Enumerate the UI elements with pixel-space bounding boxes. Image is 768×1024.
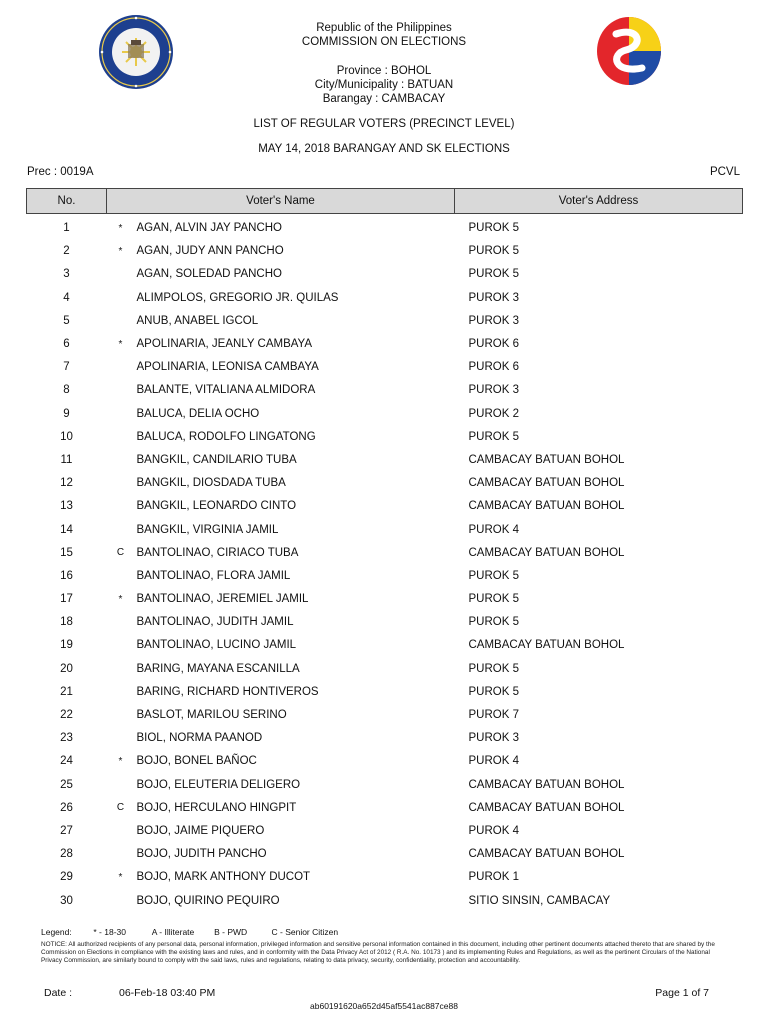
voter-marker [107,286,135,309]
voter-address: CAMBACAY BATUAN BOHOL [468,546,625,559]
voter-number: 10 [60,430,73,443]
voter-number: 21 [60,685,73,698]
voter-name: AGAN, ALVIN JAY PANCHO [136,222,282,235]
table-row [27,773,743,796]
table-row [27,448,743,471]
voter-marker [107,518,135,541]
voter-marker [107,727,135,750]
legend-item-age: * - 18-30 [93,927,126,937]
privacy-notice: NOTICE: All authorized recipients of any personal data, personal information, privileged information and sensitive personal information contained in this document, including other pertinent documents attached thereto that are shared by the Commission on Elections in compliance with the existing laws and rules, and in conformity with the Data Privacy Act of 2012 ( R.A. No. 10173 ) and its implementing Rules and Regulations, as well as the pertinent Circulars of the National Privacy Commission, are similarly bound to comply with the said laws, rules and regulations, relating to data privacy, security, confidentiality, protection and accountability. [41,941,715,965]
table-row [27,611,743,634]
table-row [27,819,743,842]
voter-number: 18 [60,616,73,629]
voter-number: 6 [63,338,70,351]
voter-address: PUROK 4 [468,523,519,536]
header-province: Province : BOHOL [336,65,432,77]
table-row [27,843,743,866]
voter-marker: * [118,338,123,350]
voter-address: PUROK 2 [468,407,519,420]
voter-marker [107,309,135,332]
voter-address: PUROK 7 [468,709,519,722]
voter-number: 4 [63,291,70,304]
voter-number: 28 [60,848,73,861]
voter-name: BARING, MAYANA ESCANILLA [136,662,300,675]
table-row [27,332,743,355]
header-barangay: Barangay : CAMBACAY [322,93,446,105]
header-republic: Republic of the Philippines [316,22,452,34]
table-row [27,240,743,263]
voter-address: PUROK 3 [468,732,519,745]
legend-item-senior: C - Senior Citizen [271,927,339,937]
table-row [27,588,743,611]
voter-number: 23 [60,732,73,745]
voter-marker [107,425,135,448]
voter-marker: C [116,802,125,814]
list-title: LIST OF REGULAR VOTERS (PRECINCT LEVEL) [253,118,515,130]
voter-name: ALIMPOLOS, GREGORIO JR. QUILAS [136,291,339,304]
table-row [27,379,743,402]
table-row [27,263,743,286]
voter-name: ANUB, ANABEL IGCOL [136,314,259,327]
table-row [27,495,743,518]
voter-name: BOJO, JUDITH PANCHO [136,848,267,861]
voter-number: 12 [60,477,73,490]
table-row [27,425,743,448]
voter-name: BOJO, MARK ANTHONY DUCOT [136,871,311,884]
table-row [27,564,743,587]
table-row [27,889,743,912]
voter-address: PUROK 4 [468,824,519,837]
header-block-agency [0,21,768,49]
voter-number: 5 [63,314,70,327]
voter-name: BALUCA, DELIA OCHO [136,407,260,420]
table-row [27,657,743,680]
voter-number: 9 [63,407,70,420]
voter-address: PUROK 5 [468,222,519,235]
voter-name: BANTOLINAO, JUDITH JAMIL [136,616,294,629]
voter-address: PUROK 3 [468,314,519,327]
column-header-address: Voter's Address [455,189,743,214]
voter-name: BOJO, JAIME PIQUERO [136,824,265,837]
voter-address: PUROK 5 [468,685,519,698]
table-row [27,309,743,332]
voter-number: 14 [60,523,73,536]
voter-number: 24 [60,755,73,768]
voter-number: 16 [60,569,73,582]
voter-marker [107,356,135,379]
table-row [27,472,743,495]
voter-address: PUROK 5 [468,245,519,258]
voter-name: BASLOT, MARILOU SERINO [136,709,287,722]
voter-name: BANTOLINAO, JEREMIEL JAMIL [136,593,309,606]
voter-name: BANGKIL, LEONARDO CINTO [136,500,297,513]
voter-number: 19 [60,639,73,652]
voter-marker [107,680,135,703]
table-row [27,217,743,240]
voter-address: PUROK 5 [468,593,519,606]
voter-address: CAMBACAY BATUAN BOHOL [468,477,625,490]
voter-address: PUROK 5 [468,662,519,675]
voter-address: CAMBACAY BATUAN BOHOL [468,500,625,513]
voter-marker [107,657,135,680]
table-row [27,634,743,657]
column-header-name: Voter's Name [107,189,455,214]
document-hash: ab60191620a652d45af5541ac887ce88 [310,1001,458,1011]
voter-marker [107,843,135,866]
voter-marker [107,379,135,402]
voter-name: AGAN, SOLEDAD PANCHO [136,268,282,281]
voter-name: BOJO, QUIRINO PEQUIRO [136,894,280,907]
voter-name: BANTOLINAO, CIRIACO TUBA [136,546,299,559]
table-row [27,402,743,425]
voter-address: PUROK 3 [468,291,519,304]
header-comelec: COMMISSION ON ELECTIONS [301,36,467,48]
table-row [27,518,743,541]
table-row [27,680,743,703]
voter-marker [107,564,135,587]
voter-number: 13 [60,500,73,513]
voter-address: PUROK 6 [468,361,519,374]
voter-address: PUROK 5 [468,430,519,443]
voter-address: CAMBACAY BATUAN BOHOL [468,801,625,814]
voter-marker: C [116,547,125,559]
voter-marker: * [118,222,123,234]
voter-name: AGAN, JUDY ANN PANCHO [136,245,284,258]
voter-marker [107,889,135,912]
voter-number: 11 [60,453,73,466]
voter-address: PUROK 4 [468,755,519,768]
voters-table-body [27,214,743,913]
voter-address: CAMBACAY BATUAN BOHOL [468,778,625,791]
voter-address: PUROK 1 [468,871,519,884]
voter-number: 30 [60,894,73,907]
voter-name: BANTOLINAO, FLORA JAMIL [136,569,291,582]
header-block-location [0,64,768,106]
column-header-no: No. [27,189,107,214]
voter-name: BOJO, ELEUTERIA DELIGERO [136,778,301,791]
voter-address: CAMBACAY BATUAN BOHOL [468,639,625,652]
voter-name: BANGKIL, VIRGINIA JAMIL [136,523,279,536]
voter-name: APOLINARIA, JEANLY CAMBAYA [136,338,313,351]
voter-address: PUROK 6 [468,338,519,351]
voter-number: 29 [60,871,73,884]
voter-number: 7 [63,361,70,374]
voter-number: 3 [63,268,70,281]
voter-name: BANGKIL, CANDILARIO TUBA [136,453,297,466]
voter-number: 1 [63,222,70,235]
voter-marker [107,448,135,471]
table-row [27,796,743,819]
voter-marker: * [118,871,123,883]
voter-number: 20 [60,662,73,675]
voter-name: BALANTE, VITALIANA ALMIDORA [136,384,316,397]
table-row [27,866,743,889]
table-row [27,541,743,564]
voter-name: BOJO, BONEL BAÑOC [136,755,257,768]
date-value: 06-Feb-18 03:40 PM [119,987,216,999]
table-row [27,727,743,750]
table-row [27,286,743,309]
header-city: City/Municipality : BATUAN [314,79,454,91]
voter-marker [107,402,135,425]
voter-address: PUROK 5 [468,616,519,629]
election-title: MAY 14, 2018 BARANGAY AND SK ELECTIONS [258,143,510,155]
voter-address: SITIO SINSIN, CAMBACAY [468,894,611,907]
voter-marker [107,472,135,495]
voter-marker [107,495,135,518]
voter-marker: * [118,245,123,257]
voter-marker [107,819,135,842]
voter-number: 22 [60,709,73,722]
page-number: Page 1 of 7 [655,987,709,999]
voter-number: 2 [63,245,70,258]
voter-address: CAMBACAY BATUAN BOHOL [468,453,625,466]
voter-name: BANTOLINAO, LUCINO JAMIL [136,639,297,652]
voter-marker [107,634,135,657]
voter-number: 8 [63,384,70,397]
precinct-label: Prec : 0019A [27,166,94,178]
voter-marker [107,773,135,796]
voter-address: PUROK 5 [468,569,519,582]
date-label: Date : [44,987,73,999]
table-row [27,703,743,726]
table-row [27,356,743,379]
table-row [27,750,743,773]
legend-label: Legend: [41,927,72,937]
voter-number: 27 [60,824,73,837]
voter-address: PUROK 3 [468,384,519,397]
voter-marker: * [118,755,123,767]
voters-table [26,188,743,912]
voter-name: BALUCA, RODOLFO LINGATONG [136,430,316,443]
voter-number: 26 [60,801,73,814]
voter-marker [107,263,135,286]
voter-number: 17 [60,593,73,606]
voter-address: CAMBACAY BATUAN BOHOL [468,848,625,861]
form-code: PCVL [709,166,740,178]
voter-name: BOJO, HERCULANO HINGPIT [136,801,297,814]
legend-item-pwd: B - PWD [214,927,248,937]
legend-item-illiterate: A - Illiterate [151,927,195,937]
voter-name: BIOL, NORMA PAANOD [136,732,263,745]
voter-marker [107,611,135,634]
legend [41,927,338,937]
voter-number: 25 [60,778,73,791]
voter-name: BARING, RICHARD HONTIVEROS [136,685,319,698]
voter-name: APOLINARIA, LEONISA CAMBAYA [136,361,319,374]
table-header-row [27,189,743,214]
voter-name: BANGKIL, DIOSDADA TUBA [136,477,286,490]
voter-marker [107,703,135,726]
voter-address: PUROK 5 [468,268,519,281]
voter-marker: * [118,593,123,605]
voter-number: 15 [60,546,73,559]
